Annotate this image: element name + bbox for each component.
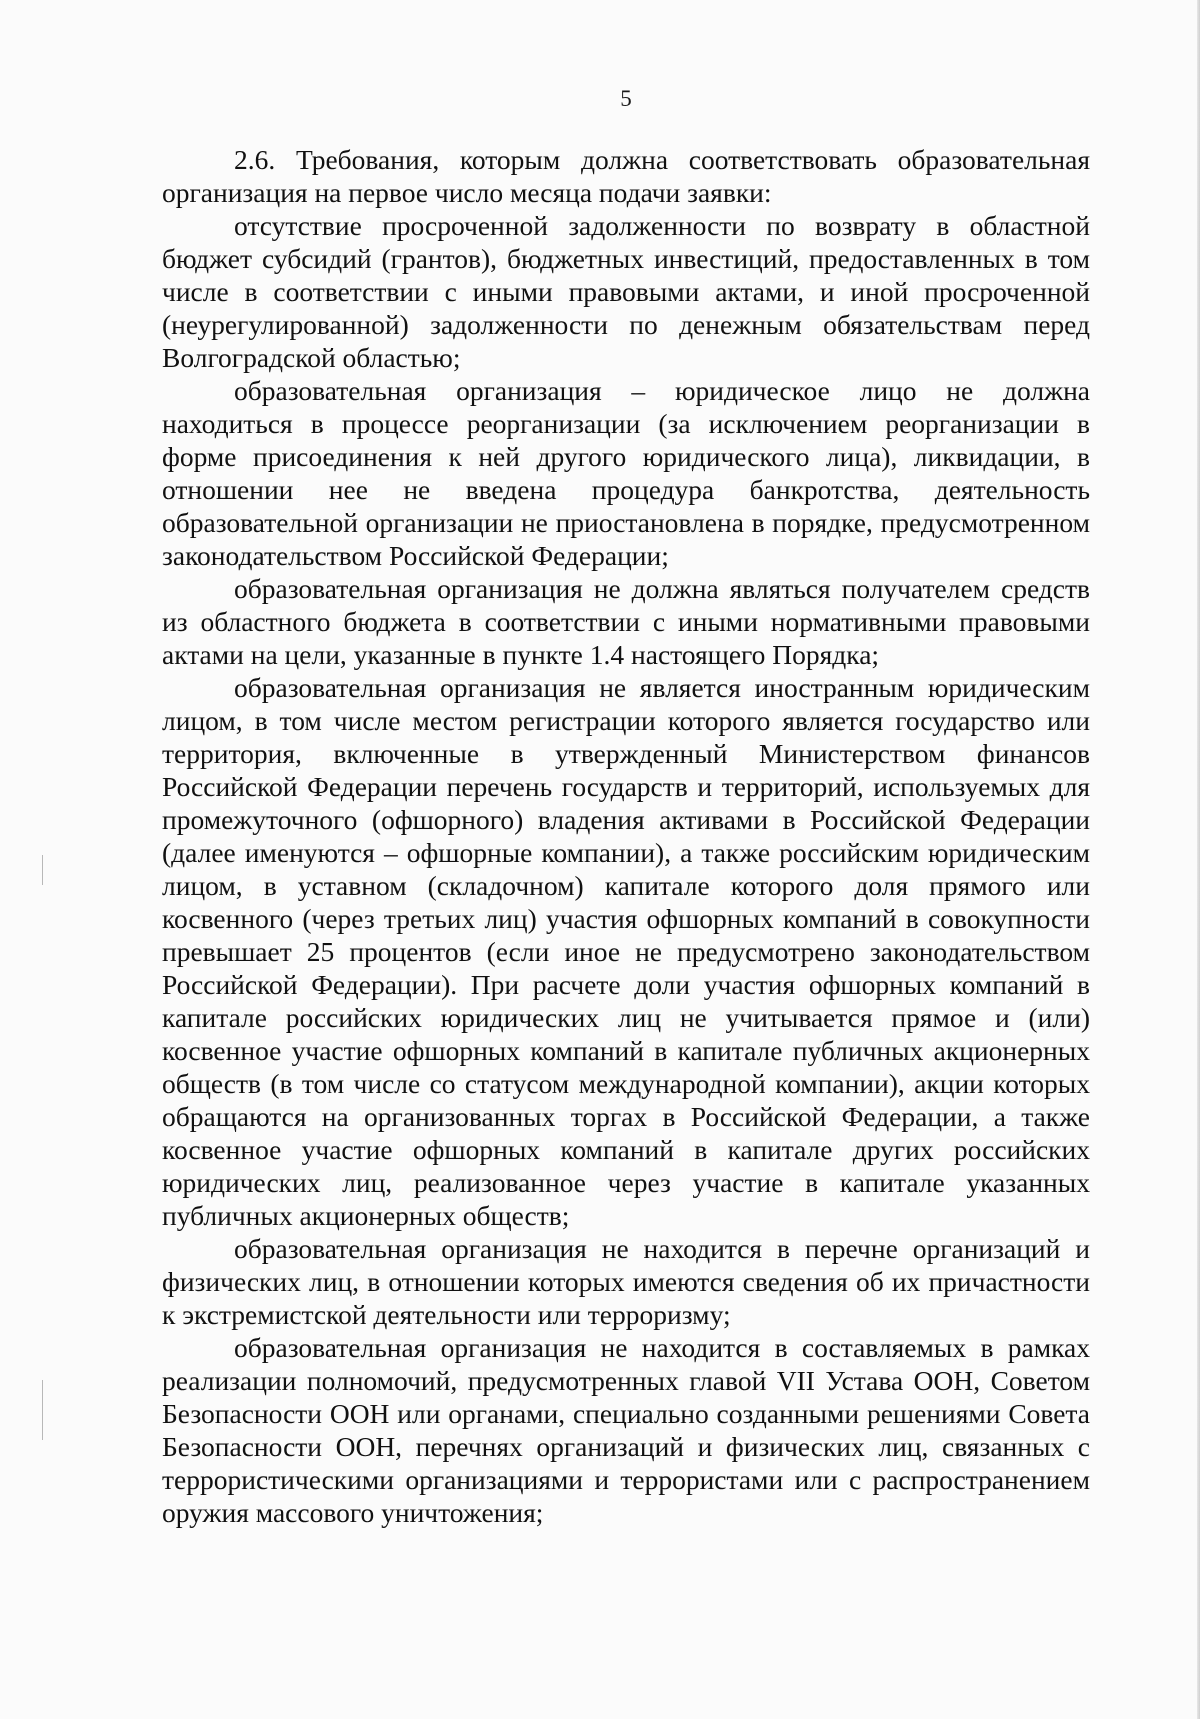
paragraph-no-overdue-debt: отсутствие просроченной задолженности по возврату в областной бюджет субсидий (грантов), бюджетных инвестиций, предоставленных в том числе в соответствии с иными правовыми актами, и иной просроченной (неурегулированной) задолженности по денежным обязательствам перед Волгоградской областью;	[162, 210, 1090, 373]
paragraph-not-foreign-entity: образовательная организация не является иностранным юридическим лицом, в том числе местом регистрации которого является государство или территория, включенные в утвержденный Министерством финансов Российской Федерации перечень государств и территорий, используемых для промежуточного (офшорного) владения активами в Российской Федерации (далее именуются – офшорные компании), а также российским юридическим лицом, в уставном (складочном) капитале которого доля прямого или косвенного (через третьих лиц) участия офшорных компаний в совокупности превышает 25 процентов (если иное не предусмотрено законодательством Российской Федерации). При расчете доли участия офшорных компаний в капитале российских юридических лиц не учитывается прямое и (или) косвенное участие офшорных компаний в капитале публичных акционерных обществ (в том числе со статусом международной компании), акции которых обращаются на организованных торгах в Российской Федерации, а также косвенное участие офшорных компаний в капитале других российских юридических лиц, реализованное через участие в капитале указанных публичных акционерных обществ;	[162, 672, 1090, 1231]
page-number: 5	[620, 86, 632, 111]
paragraph-not-recipient: образовательная организация не должна являться получателем средств из областного бюджета в соответствии с иными нормативными правовыми актами на цели, указанные в пункте 1.4 настоящего Порядка;	[162, 573, 1090, 670]
paragraph-no-reorganization: образовательная организация – юридическое лицо не должна находиться в процессе реорганизации (за исключением реорганизации в форме присоединения к ней другого юридического лица), ликвидации, в отношении нее не введена процедура банкротства, деятельность образовательной организации не приостановлена в порядке, предусмотренном законодательством Российской Федерации;	[162, 375, 1090, 571]
scan-artifact	[42, 855, 43, 885]
document-body	[162, 143, 1090, 1529]
paragraph-not-extremism-list: образовательная организация не находится в перечне организаций и физических лиц, в отношении которых имеются сведения об их причастности к экстремистской деятельности или терроризму;	[162, 1233, 1090, 1330]
paragraph-not-un-list: образовательная организация не находится в составляемых в рамках реализации полномочий, предусмотренных главой VII Устава ООН, Советом Безопасности ООН или органами, специально созданными решениями Совета Безопасности ООН, перечнях организаций и физических лиц, связанных с террористическими организациями и террористами или с распространением оружия массового уничтожения;	[162, 1332, 1090, 1528]
scan-artifact	[42, 1380, 43, 1440]
paragraph-requirements-heading: 2.6. Требования, которым должна соответствовать образовательная организация на первое число месяца подачи заявки:	[162, 144, 1090, 208]
